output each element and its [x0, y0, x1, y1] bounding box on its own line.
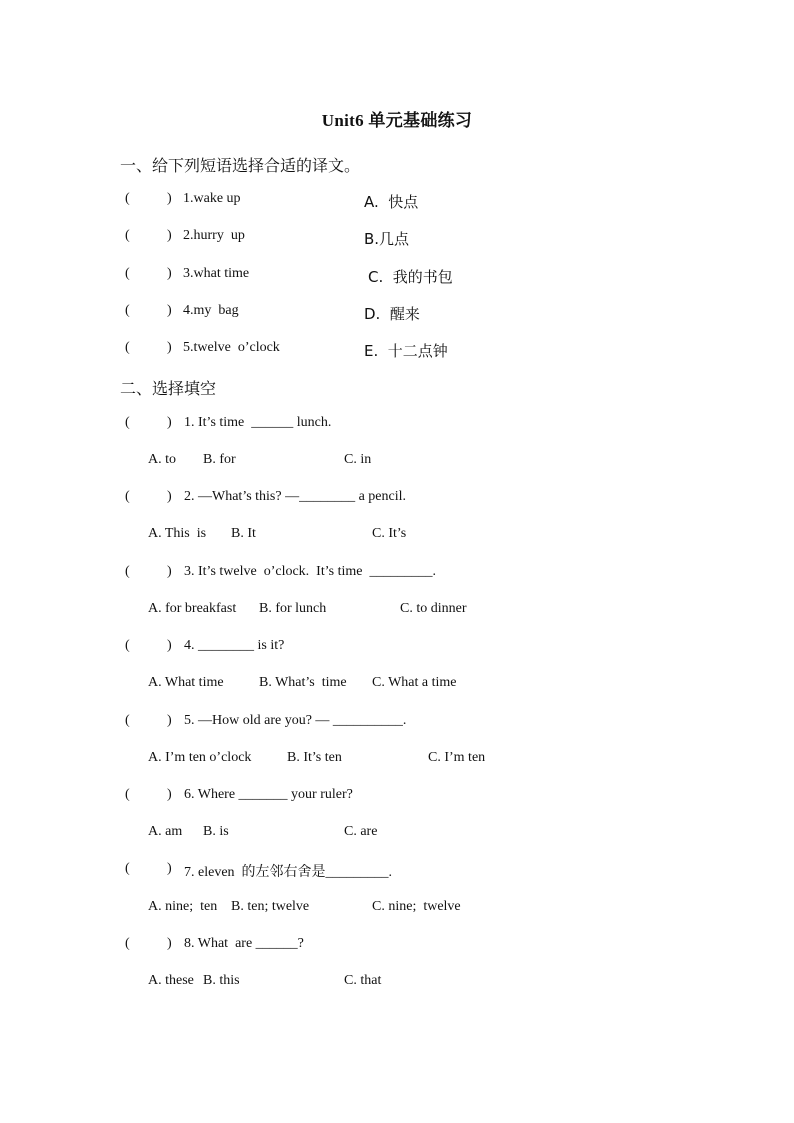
question-row [0, 415, 794, 439]
section-1-heading: 一、给下列短语选择合适的译文。 [120, 156, 361, 175]
option-c: C. nine; twelve [372, 899, 461, 914]
answer-blank-close: ) [167, 713, 172, 728]
question-row [0, 787, 794, 811]
options-row [0, 526, 794, 550]
option-c: C. What a time [372, 675, 457, 690]
answer-blank-open: ( [125, 936, 130, 951]
question-text: 7. eleven 的左邻右舍是_________. [184, 865, 393, 880]
option-c: C. are [344, 824, 378, 839]
section-2-heading: 二、选择填空 [120, 379, 217, 398]
answer-blank-open: ( [125, 415, 130, 430]
answer-blank-close: ) [167, 228, 172, 243]
answer-blank-close: ) [167, 191, 172, 206]
answer-blank-open: ( [125, 303, 130, 318]
option-a: A. This is [148, 526, 207, 541]
phrase: 5.twelve o’clock [183, 340, 280, 355]
question-text: 5. —How old are you? — __________. [184, 713, 407, 728]
option-a: A. nine; ten [148, 899, 218, 914]
option-b: B. for lunch [259, 601, 327, 616]
options-row [0, 899, 794, 923]
option-a: A. for breakfast [148, 601, 237, 616]
answer-blank-open: ( [125, 266, 130, 281]
option-b: B. It [231, 526, 256, 541]
translation: A. 快点 [364, 193, 419, 211]
answer-blank-open: ( [125, 564, 130, 579]
option-b: B. What’s time [259, 675, 347, 690]
question-row [0, 638, 794, 662]
option-b: B. for [203, 452, 236, 467]
matching-item [0, 228, 794, 252]
question-text: 6. Where _______ your ruler? [184, 787, 353, 802]
question-text: 1. It’s time ______ lunch. [184, 415, 332, 430]
options-row [0, 452, 794, 476]
page-title: Unit6 单元基础练习 [321, 111, 473, 130]
question-text: 8. What are ______? [184, 936, 304, 951]
answer-blank-open: ( [125, 713, 130, 728]
answer-blank-open: ( [125, 638, 130, 653]
phrase: 4.my bag [183, 303, 239, 318]
option-b: B. is [203, 824, 229, 839]
answer-blank-close: ) [167, 303, 172, 318]
options-row [0, 601, 794, 625]
options-row [0, 750, 794, 774]
question-text: 3. It’s twelve o’clock. It’s time _________. [184, 564, 436, 579]
answer-blank-close: ) [167, 266, 172, 281]
answer-blank-close: ) [167, 936, 172, 951]
options-row [0, 675, 794, 699]
answer-blank-close: ) [167, 638, 172, 653]
answer-blank-open: ( [125, 861, 130, 876]
option-c: C. in [344, 452, 372, 467]
option-a: A. I’m ten o’clock [148, 750, 252, 765]
answer-blank-close: ) [167, 564, 172, 579]
matching-item [0, 191, 794, 215]
answer-blank-close: ) [167, 489, 172, 504]
translation: D. 醒来 [364, 305, 420, 323]
option-a: A. to [148, 452, 176, 467]
option-b: B. It’s ten [287, 750, 342, 765]
option-c: C. I’m ten [428, 750, 486, 765]
option-c: C. It’s [372, 526, 407, 541]
matching-item [0, 303, 794, 327]
phrase: 3.what time [183, 266, 250, 281]
option-b: B. this [203, 973, 240, 988]
option-a: A. am [148, 824, 183, 839]
translation: B.几点 [364, 230, 410, 248]
options-row [0, 973, 794, 997]
option-c: C. to dinner [400, 601, 467, 616]
question-text: 2. —What’s this? —________ a pencil. [184, 489, 407, 504]
translation: C. 我的书包 [368, 268, 453, 286]
options-row [0, 824, 794, 848]
question-row [0, 861, 794, 885]
option-a: A. What time [148, 675, 224, 690]
answer-blank-close: ) [167, 861, 172, 876]
answer-blank-close: ) [167, 340, 172, 355]
answer-blank-open: ( [125, 340, 130, 355]
matching-item [0, 266, 794, 290]
option-b: B. ten; twelve [231, 899, 310, 914]
question-text: 4. ________ is it? [184, 638, 285, 653]
question-row [0, 713, 794, 737]
question-row [0, 564, 794, 588]
phrase: 2.hurry up [183, 228, 245, 243]
matching-item [0, 340, 794, 364]
translation: E. 十二点钟 [364, 342, 448, 360]
phrase: 1.wake up [183, 191, 241, 206]
answer-blank-open: ( [125, 191, 130, 206]
option-c: C. that [344, 973, 382, 988]
answer-blank-close: ) [167, 787, 172, 802]
option-a: A. these [148, 973, 194, 988]
question-row [0, 936, 794, 960]
answer-blank-open: ( [125, 228, 130, 243]
answer-blank-open: ( [125, 787, 130, 802]
question-row [0, 489, 794, 513]
answer-blank-close: ) [167, 415, 172, 430]
answer-blank-open: ( [125, 489, 130, 504]
